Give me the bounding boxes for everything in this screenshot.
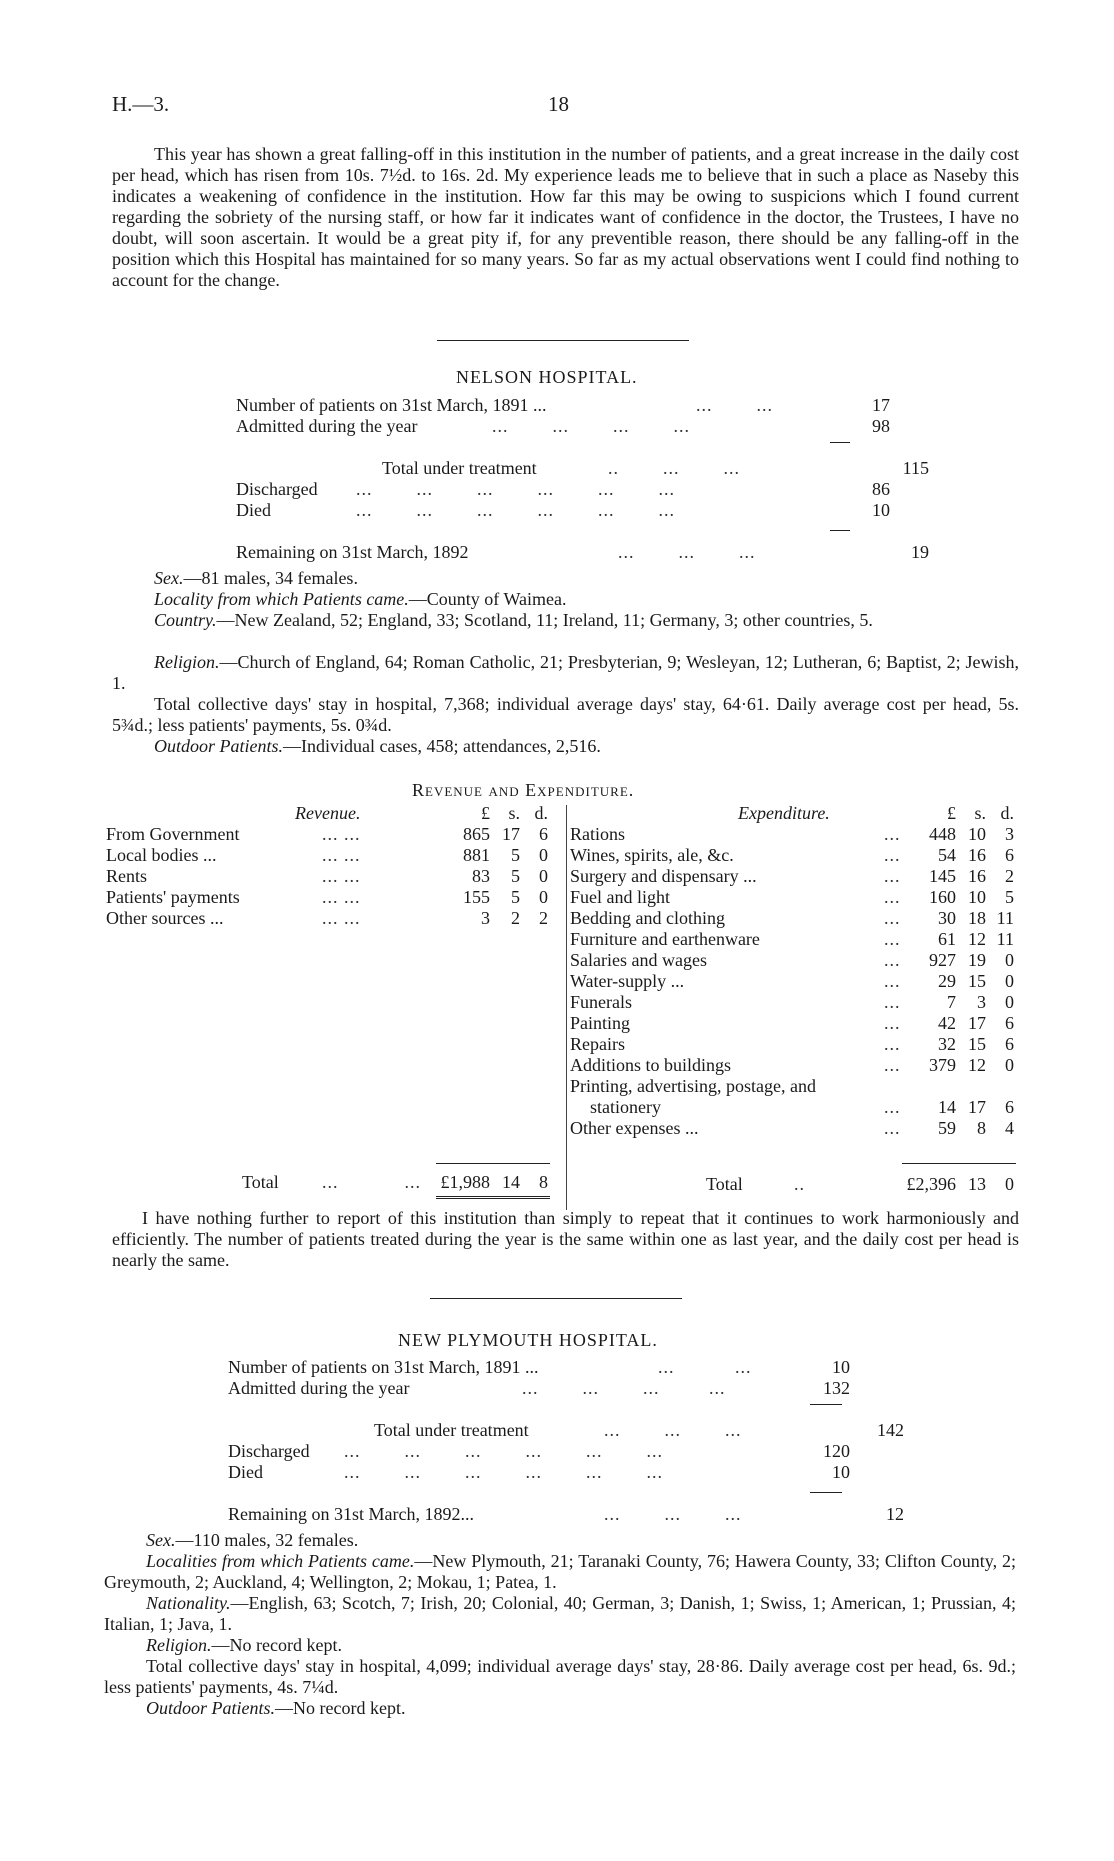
expenditure-label: Salaries and wages bbox=[570, 950, 707, 970]
row-label: Admitted during the year bbox=[228, 1378, 410, 1398]
expenditure-pence: 6 bbox=[1005, 1097, 1014, 1117]
expenditure-label: Other expenses ... bbox=[570, 1118, 699, 1138]
sum-rule bbox=[830, 530, 850, 531]
revenue-heading-text: Revenue. bbox=[295, 803, 361, 823]
expenditure-pounds: 7 bbox=[947, 992, 956, 1012]
leader-dots: ... bbox=[884, 1118, 901, 1138]
revenue-total-pence: 8 bbox=[539, 1172, 548, 1192]
expenditure-shillings-head: s. bbox=[974, 803, 986, 823]
revenue-label: Patients' payments bbox=[106, 887, 240, 907]
expenditure-label: stationery bbox=[590, 1097, 661, 1117]
row-label: Total under treatment bbox=[374, 1420, 529, 1440]
expenditure-label: Painting bbox=[570, 1013, 631, 1033]
value: —110 males, 32 females. bbox=[175, 1530, 359, 1550]
nelson-outdoor bbox=[112, 736, 1019, 757]
revenue-total-rule bbox=[436, 1163, 550, 1164]
nelson-remaining-row bbox=[236, 542, 929, 563]
np-outdoor bbox=[104, 1698, 1016, 1719]
revenue-pounds: 155 bbox=[463, 887, 490, 907]
expenditure-pounds-head: £ bbox=[947, 803, 956, 823]
np-discharged-row bbox=[228, 1441, 928, 1462]
expenditure-label: Bedding and clothing bbox=[570, 908, 725, 928]
leader-dots: ... ... bbox=[322, 824, 361, 844]
leader-dots: ... ... ... ... ... ... bbox=[356, 500, 675, 520]
label: Country. bbox=[154, 610, 217, 630]
expenditure-pence: 6 bbox=[1005, 1013, 1014, 1033]
revenue-pounds: 83 bbox=[472, 866, 490, 886]
expenditure-pence: 6 bbox=[1005, 1034, 1014, 1054]
expenditure-total-pounds: £2,396 bbox=[906, 1174, 956, 1194]
revenue-total-pounds: £1,988 bbox=[440, 1172, 490, 1192]
expenditure-label: Furniture and earthenware bbox=[570, 929, 760, 949]
row-value: 86 bbox=[872, 479, 890, 499]
revenue-pence: 0 bbox=[539, 866, 548, 886]
value: —Individual cases, 458; attendances, 2,516. bbox=[283, 736, 601, 756]
expenditure-shillings: 17 bbox=[968, 1013, 986, 1033]
nelson-locality bbox=[112, 589, 1019, 610]
expenditure-pounds: 379 bbox=[929, 1055, 956, 1075]
leader-dots: ... bbox=[884, 887, 901, 907]
leader-dots: ... bbox=[884, 845, 901, 865]
leader-dots: ... ... bbox=[322, 845, 361, 865]
label: Outdoor Patients. bbox=[146, 1698, 275, 1718]
np-admitted-row bbox=[228, 1378, 928, 1399]
expenditure-label: Funerals bbox=[570, 992, 632, 1012]
value: —81 males, 34 females. bbox=[183, 568, 358, 588]
leader-dots: ... ... ... bbox=[604, 1504, 742, 1524]
column-divider bbox=[566, 805, 567, 1210]
revenue-total-shillings: 14 bbox=[502, 1172, 520, 1192]
revenue-pence: 0 bbox=[539, 887, 548, 907]
leader-dots: ... bbox=[884, 971, 901, 991]
leader-dots: ... bbox=[884, 1013, 901, 1033]
row-label: Admitted during the year bbox=[236, 416, 418, 436]
leader-dots: ... ... ... ... ... ... bbox=[344, 1441, 663, 1461]
expenditure-pounds: 927 bbox=[929, 950, 956, 970]
revenue-pence: 0 bbox=[539, 845, 548, 865]
leader-dots: ... ... bbox=[322, 866, 361, 886]
expenditure-pounds: 61 bbox=[938, 929, 956, 949]
expenditure-label: Surgery and dispensary ... bbox=[570, 866, 757, 886]
np-locality bbox=[104, 1551, 1016, 1593]
row-label: Discharged bbox=[228, 1441, 310, 1461]
sum-rule bbox=[810, 1492, 842, 1493]
value: —No record kept. bbox=[275, 1698, 406, 1718]
row-value: 12 bbox=[886, 1504, 904, 1524]
leader-dots: .. bbox=[794, 1174, 805, 1194]
leader-dots: ... bbox=[884, 929, 901, 949]
expenditure-label: Fuel and light bbox=[570, 887, 670, 907]
expenditure-pence: 6 bbox=[1005, 845, 1014, 865]
label: Sex. bbox=[146, 1530, 176, 1550]
value: —New Plymouth, 21; Taranaki County, 76; Hawera County, 33; Clifton County, 2; Greymouth, 2; Auckland, 4; Wellington, 2; Mokau, 1; Patea, 1. bbox=[104, 1551, 1016, 1592]
expenditure-pence: 11 bbox=[996, 908, 1014, 928]
expenditure-pounds: 29 bbox=[938, 971, 956, 991]
label: Religion. bbox=[146, 1635, 212, 1655]
expenditure-pence: 11 bbox=[996, 929, 1014, 949]
expenditure-shillings: 15 bbox=[968, 971, 986, 991]
revenue-shillings: 2 bbox=[511, 908, 520, 928]
row-value: 10 bbox=[832, 1357, 850, 1377]
expenditure-pounds: 59 bbox=[938, 1118, 956, 1138]
expenditure-shillings: 12 bbox=[968, 1055, 986, 1075]
rev-exp-title: Revenue and Expenditure. bbox=[412, 780, 635, 800]
expenditure-shillings: 19 bbox=[968, 950, 986, 970]
row-value: 10 bbox=[832, 1462, 850, 1482]
row-label: Discharged bbox=[236, 479, 318, 499]
expenditure-pounds: 54 bbox=[938, 845, 956, 865]
sum-rule bbox=[830, 442, 850, 443]
label: Outdoor Patients. bbox=[154, 736, 283, 756]
expenditure-pounds: 160 bbox=[929, 887, 956, 907]
expenditure-shillings: 3 bbox=[977, 992, 986, 1012]
nelson-on-31-march-row bbox=[236, 395, 896, 416]
leader-dots: ... ... bbox=[322, 908, 361, 928]
leader-dots: ... ... bbox=[322, 1172, 421, 1192]
revenue-pounds: 865 bbox=[463, 824, 490, 844]
leader-dots: ... ... ... ... ... ... bbox=[356, 479, 675, 499]
leader-dots: ... bbox=[884, 908, 901, 928]
expenditure-label: Additions to buildings bbox=[570, 1055, 732, 1075]
value: —No record kept. bbox=[211, 1635, 342, 1655]
leader-dots: ... ... bbox=[696, 395, 773, 415]
expenditure-shillings: 8 bbox=[977, 1118, 986, 1138]
revenue-total-label: Total bbox=[242, 1172, 279, 1192]
leader-dots: ... bbox=[884, 992, 901, 1012]
nelson-remarks: I have nothing further to report of this institution than simply to repeat that it continues to work harmoniously and efficiently. The number of patients treated during the year is the same within one as last year, and the daily cost per head is nearly the same. bbox=[112, 1208, 1019, 1270]
row-label: Died bbox=[236, 500, 271, 520]
expenditure-pounds: 14 bbox=[938, 1097, 956, 1117]
leader-dots: ... ... ... ... bbox=[522, 1378, 726, 1398]
revenue-label: Rents bbox=[106, 866, 148, 886]
value: —Church of England, 64; Roman Catholic, 21; Presbyterian, 9; Wesleyan, 12; Lutheran, 6; Baptist, 2; Jewish, 1. bbox=[112, 652, 1019, 693]
label: Religion. bbox=[154, 652, 220, 672]
row-value: 142 bbox=[877, 1420, 904, 1440]
section-divider bbox=[437, 340, 689, 341]
leader-dots: .. ... ... bbox=[608, 458, 740, 478]
nelson-sex bbox=[112, 568, 1019, 589]
np-total-row bbox=[228, 1420, 928, 1441]
leader-dots: ... ... ... bbox=[618, 542, 756, 562]
revenue-pounds: 3 bbox=[481, 908, 490, 928]
expenditure-pence: 2 bbox=[1005, 866, 1014, 886]
leader-dots: ... ... ... bbox=[604, 1420, 742, 1440]
revenue-shillings: 17 bbox=[502, 824, 520, 844]
row-label: Remaining on 31st March, 1892... bbox=[228, 1504, 474, 1524]
page-ref: H.—3. bbox=[112, 92, 170, 116]
intro-paragraph: This year has shown a great falling-off in this institution in the number of patients, and a great increase in the daily cost per head, which has risen from 10s. 7½d. to 16s. 2d. My experience leads me to believe that in such a place as Naseby this indicates a weakening of confidence in the institution. How far this may be owing to suspicions which I found current regarding the sobriety of the nursing staff, or how far it indicates want of confidence in the doctor, the Trustees, I have no doubt, will soon ascertain. It would be a great pity if, for any preventible reason, there should be any falling-off in the position which this Hospital has maintained for so many years. So far as my actual observations went I could find nothing to account for the change. bbox=[112, 144, 1019, 290]
row-label: Number of patients on 31st March, 1891 ... bbox=[236, 395, 547, 415]
nelson-died-row bbox=[236, 500, 896, 521]
expenditure-pence: 0 bbox=[1005, 971, 1014, 991]
expenditure-pence: 0 bbox=[1005, 950, 1014, 970]
leader-dots: ... ... bbox=[658, 1357, 752, 1377]
expenditure-pence-head: d. bbox=[1000, 803, 1014, 823]
label: Locality from which Patients came. bbox=[154, 589, 409, 609]
revenue-label: From Government bbox=[106, 824, 240, 844]
np-stay: Total collective days' stay in hospital, 4,099; individual average days' stay, 28·86. Daily average cost per head, 6s. 9d.; less patients' payments, 4s. 7¼d. bbox=[104, 1656, 1016, 1697]
nelson-total-row bbox=[236, 458, 929, 479]
label: Sex. bbox=[154, 568, 184, 588]
expenditure-shillings: 10 bbox=[968, 824, 986, 844]
expenditure-total-shillings: 13 bbox=[968, 1174, 986, 1194]
expenditure-label: Wines, spirits, ale, &c. bbox=[570, 845, 734, 865]
revenue-label: Other sources ... bbox=[106, 908, 224, 928]
expenditure-shillings: 12 bbox=[968, 929, 986, 949]
np-died-row bbox=[228, 1462, 928, 1483]
row-value: 19 bbox=[911, 542, 929, 562]
nelson-admitted-row bbox=[236, 416, 896, 437]
expenditure-pounds: 42 bbox=[938, 1013, 956, 1033]
row-value: 98 bbox=[872, 416, 890, 436]
row-value: 17 bbox=[872, 395, 890, 415]
revenue-pounds: 881 bbox=[463, 845, 490, 865]
revenue-pounds-head: £ bbox=[481, 803, 490, 823]
expenditure-shillings: 16 bbox=[968, 866, 986, 886]
row-value: 120 bbox=[823, 1441, 850, 1461]
leader-dots: ... bbox=[884, 1034, 901, 1054]
leader-dots: ... ... ... ... ... ... bbox=[344, 1462, 663, 1482]
nelson-stay: Total collective days' stay in hospital, 7,368; individual average days' stay, 64·61. Daily average cost per head, 5s. 5¾d.; less patients' payments, 5s. 0¾d. bbox=[112, 694, 1019, 735]
revenue-total-underline bbox=[436, 1196, 550, 1199]
label: Localities from which Patients came. bbox=[146, 1551, 415, 1571]
label: Nationality. bbox=[146, 1593, 231, 1613]
row-label: Number of patients on 31st March, 1891 ... bbox=[228, 1357, 539, 1377]
expenditure-label: Rations bbox=[570, 824, 626, 844]
leader-dots: ... bbox=[884, 1055, 901, 1075]
row-value: 10 bbox=[872, 500, 890, 520]
expenditure-heading-text: Expenditure. bbox=[738, 803, 830, 823]
sum-rule bbox=[810, 1404, 842, 1405]
np-sex bbox=[104, 1530, 1016, 1551]
expenditure-pounds: 448 bbox=[929, 824, 956, 844]
expenditure-pounds: 32 bbox=[938, 1034, 956, 1054]
expenditure-label: Printing, advertising, postage, and bbox=[570, 1076, 816, 1096]
np-remaining-row bbox=[228, 1504, 928, 1525]
revenue-pence-head: d. bbox=[534, 803, 548, 823]
new-plymouth-title: NEW PLYMOUTH HOSPITAL. bbox=[398, 1330, 658, 1350]
revenue-heading bbox=[295, 803, 360, 824]
revenue-pence: 6 bbox=[539, 824, 548, 844]
expenditure-pounds: 145 bbox=[929, 866, 956, 886]
revenue-shillings-head: s. bbox=[508, 803, 520, 823]
expenditure-pence: 4 bbox=[1005, 1118, 1014, 1138]
nelson-title: NELSON HOSPITAL. bbox=[456, 367, 638, 387]
expenditure-shillings: 16 bbox=[968, 845, 986, 865]
revenue-shillings: 5 bbox=[511, 887, 520, 907]
nelson-religion bbox=[112, 652, 1019, 694]
value: —English, 63; Scotch, 7; Irish, 20; Colonial, 40; German, 3; Danish, 1; Swiss, 1; American, 1; Prussian, 4; Italian, 1; Java, 1. bbox=[104, 1593, 1016, 1634]
expenditure-total-rule bbox=[902, 1163, 1016, 1164]
leader-dots: ... bbox=[884, 1097, 901, 1117]
value: —New Zealand, 52; England, 33; Scotland, 11; Ireland, 11; Germany, 3; other countries, 5. bbox=[216, 610, 873, 630]
leader-dots: ... bbox=[884, 950, 901, 970]
value: —County of Waimea. bbox=[408, 589, 567, 609]
expenditure-heading bbox=[738, 803, 830, 824]
expenditure-pounds: 30 bbox=[938, 908, 956, 928]
nelson-country bbox=[112, 610, 1019, 631]
expenditure-pence: 0 bbox=[1005, 1055, 1014, 1075]
nelson-discharged-row bbox=[236, 479, 896, 500]
revenue-shillings: 5 bbox=[511, 845, 520, 865]
expenditure-shillings: 15 bbox=[968, 1034, 986, 1054]
np-nationality bbox=[104, 1593, 1016, 1635]
revenue-shillings: 5 bbox=[511, 866, 520, 886]
leader-dots: ... ... bbox=[322, 887, 361, 907]
expenditure-total-pence: 0 bbox=[1005, 1174, 1014, 1194]
page-number: 18 bbox=[548, 92, 569, 116]
expenditure-pence: 0 bbox=[1005, 992, 1014, 1012]
expenditure-shillings: 10 bbox=[968, 887, 986, 907]
leader-dots: ... ... ... ... bbox=[492, 416, 690, 436]
row-label: Total under treatment bbox=[382, 458, 537, 478]
expenditure-label: Repairs bbox=[570, 1034, 625, 1054]
leader-dots: ... bbox=[884, 824, 901, 844]
expenditure-shillings: 18 bbox=[968, 908, 986, 928]
revenue-label: Local bodies ... bbox=[106, 845, 217, 865]
leader-dots: ... bbox=[884, 866, 901, 886]
np-religion bbox=[104, 1635, 1016, 1656]
section-divider bbox=[430, 1298, 682, 1299]
row-value: 132 bbox=[823, 1378, 850, 1398]
row-label: Remaining on 31st March, 1892 bbox=[236, 542, 469, 562]
expenditure-label: Water-supply ... bbox=[570, 971, 685, 991]
expenditure-shillings: 17 bbox=[968, 1097, 986, 1117]
np-on-31-march-row bbox=[228, 1357, 928, 1378]
row-label: Died bbox=[228, 1462, 263, 1482]
row-value: 115 bbox=[902, 458, 929, 478]
revenue-pence: 2 bbox=[539, 908, 548, 928]
expenditure-total-label: Total bbox=[706, 1174, 743, 1194]
expenditure-pence: 5 bbox=[1005, 887, 1014, 907]
expenditure-pence: 3 bbox=[1005, 824, 1014, 844]
